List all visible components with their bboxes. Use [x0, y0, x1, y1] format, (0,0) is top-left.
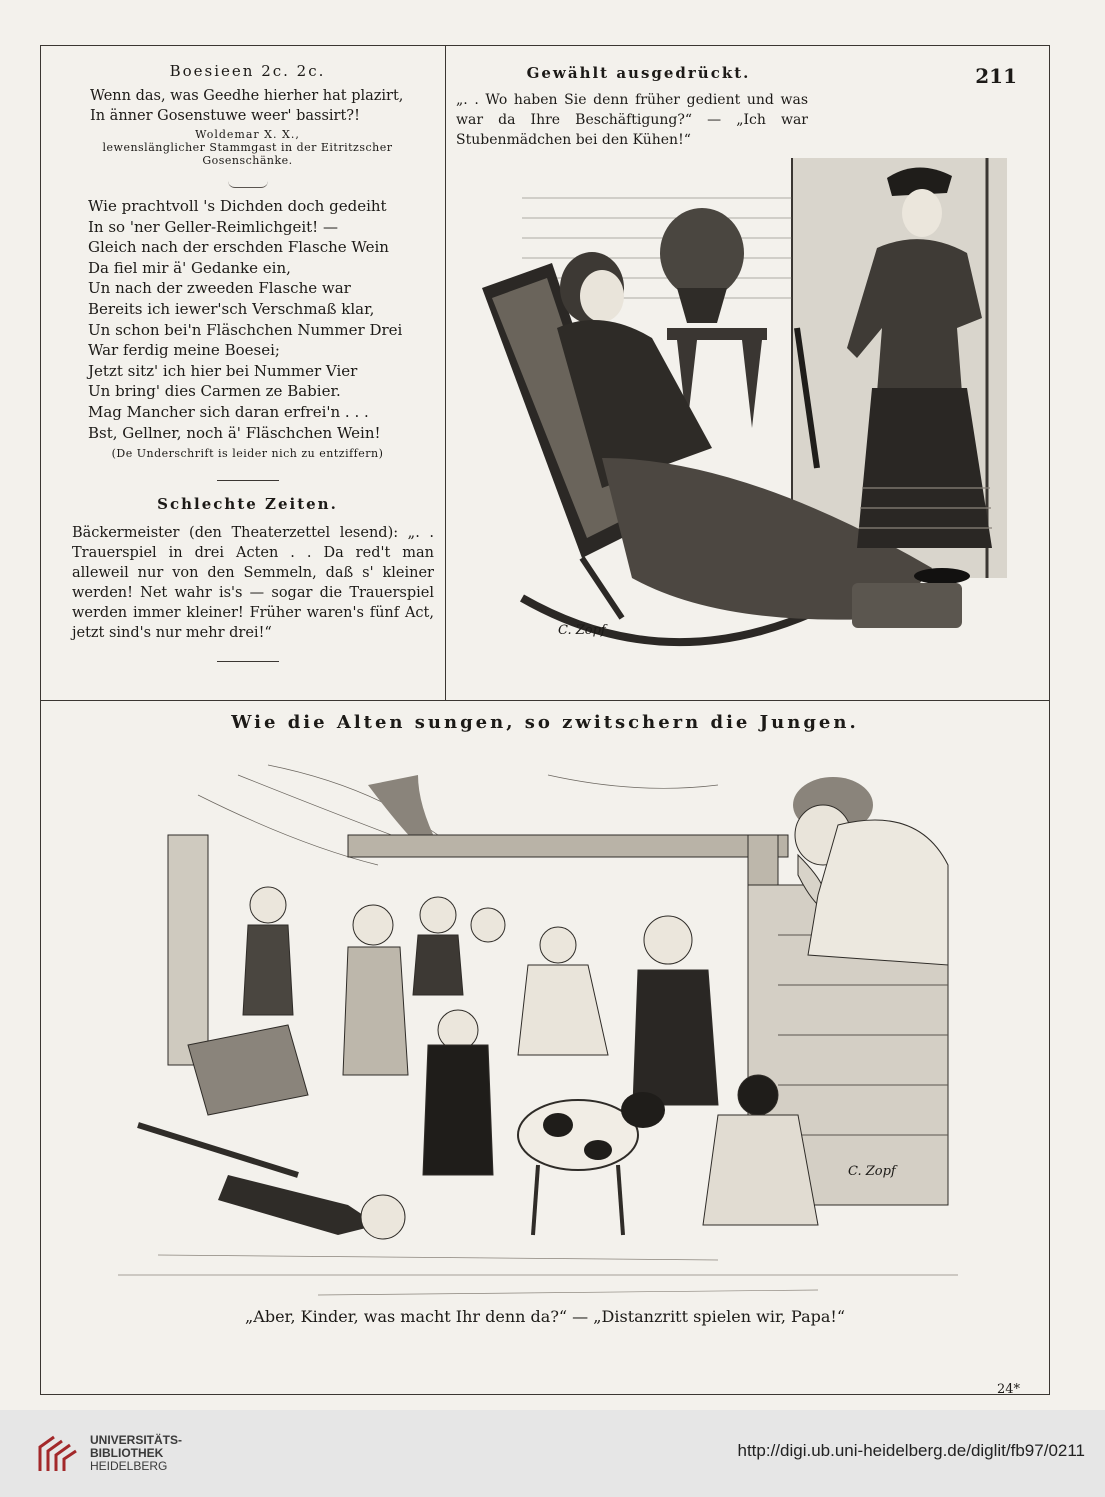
horizontal-divider: [40, 700, 1050, 701]
poem-line: War ferdig meine Boesei;: [88, 341, 280, 360]
column-divider: [445, 45, 446, 700]
poem-line: Un nach der zweeden Flasche war: [88, 279, 351, 298]
poem-signature-name: Woldemar X. X.,: [195, 128, 300, 141]
illustration-title: Wie die Alten sungen, so zwitschern die Jungen.: [231, 712, 859, 733]
cartoon-dialogue: „. . Wo haben Sie denn früher gedient und was war da Ihre Beschäftigung?“ — „Ich war Stubenmädchen bei den Kühen!“: [456, 92, 808, 148]
poem-line: Bst, Gellner, noch ä' Fläschchen Wein!: [88, 423, 381, 442]
poem-intro: [90, 86, 435, 126]
right-column: [456, 64, 821, 150]
artist-signature: C. Zopf: [848, 1164, 896, 1179]
toy-cow: [518, 1092, 665, 1235]
section-rule: [217, 480, 279, 481]
poem-line: Un schon bei'n Fläschchen Nummer Drei: [88, 320, 403, 339]
logo-line: BIBLIOTHEK: [90, 1446, 164, 1460]
illustration-caption: „Aber, Kinder, was macht Ihr denn da?“ — „Distanzritt spielen wir, Papa!“: [245, 1307, 845, 1326]
poem-line: In so 'ner Geller-Reimlichgeit! —: [88, 217, 338, 236]
poem-line: Jetzt sitz' ich hier bei Nummer Vier: [88, 361, 358, 380]
page-number: 211: [975, 64, 1017, 88]
fallen-child: [218, 1175, 405, 1239]
ornament-divider: [228, 181, 268, 188]
logo-text: [90, 1434, 182, 1473]
section-rule: [217, 661, 279, 662]
poem-line: Bereits ich iewer'sch Verschmaß klar,: [88, 299, 375, 318]
permalink-url[interactable]: http://digi.ub.uni-heidelberg.de/diglit/fb97/0211: [737, 1441, 1085, 1460]
illustration-two-women: [462, 158, 1007, 656]
poem-note: (De Underschrift is leider nich zu entziffern): [111, 447, 384, 461]
poem-main: [88, 196, 435, 443]
poem-line: Gleich nach der erschden Flasche Wein: [88, 238, 389, 257]
toy-horse: [138, 1025, 308, 1175]
poem-line: Wenn das, was Geedhe hierher hat plazirt,: [90, 88, 404, 104]
left-column: [60, 62, 435, 676]
poem-line: Un bring' dies Carmen ze Babier.: [88, 382, 341, 401]
poem-line: Wie prachtvoll 's Dichden doch gedeiht: [88, 197, 387, 215]
artist-signature: C. Zopf: [558, 623, 606, 638]
cartoon-title: Gewählt ausgedrückt.: [526, 64, 751, 82]
poem-heading: Boesieen 2c. 2c.: [169, 62, 326, 80]
poem-line: Mag Mancher sich daran erfrei'n . . .: [88, 402, 369, 421]
logo-line: UNIVERSITÄTS-: [90, 1433, 183, 1447]
poem-line: In änner Gosenstuwe weer' bassirt?!: [90, 108, 360, 124]
university-library-logo: [36, 1433, 78, 1475]
section-text: Bäckermeister (den Theaterzettel lesend): „. . Trauerspiel in drei Acten . . Da red't man alleweil nur von den Semmeln, daß s' kleiner werden! Net wahr is's — sogar die Trauerspiel werden immer kleiner! Früher waren's fünf Act, jetzt sind's nur mehr drei!“: [72, 525, 434, 642]
poem-signature-description: lewenslänglicher Stammgast in der Eitritzscher Gosenschänke.: [102, 141, 393, 167]
illustration-children-playing: [118, 755, 958, 1303]
logo-line: HEIDELBERG: [90, 1459, 168, 1473]
signature-mark: 24*: [996, 1382, 1020, 1397]
section-title: Schlechte Zeiten.: [157, 495, 338, 514]
old-man: [793, 777, 948, 965]
children-group: [243, 887, 818, 1225]
poem-line: Da fiel mir ä' Gedanke ein,: [88, 258, 291, 277]
